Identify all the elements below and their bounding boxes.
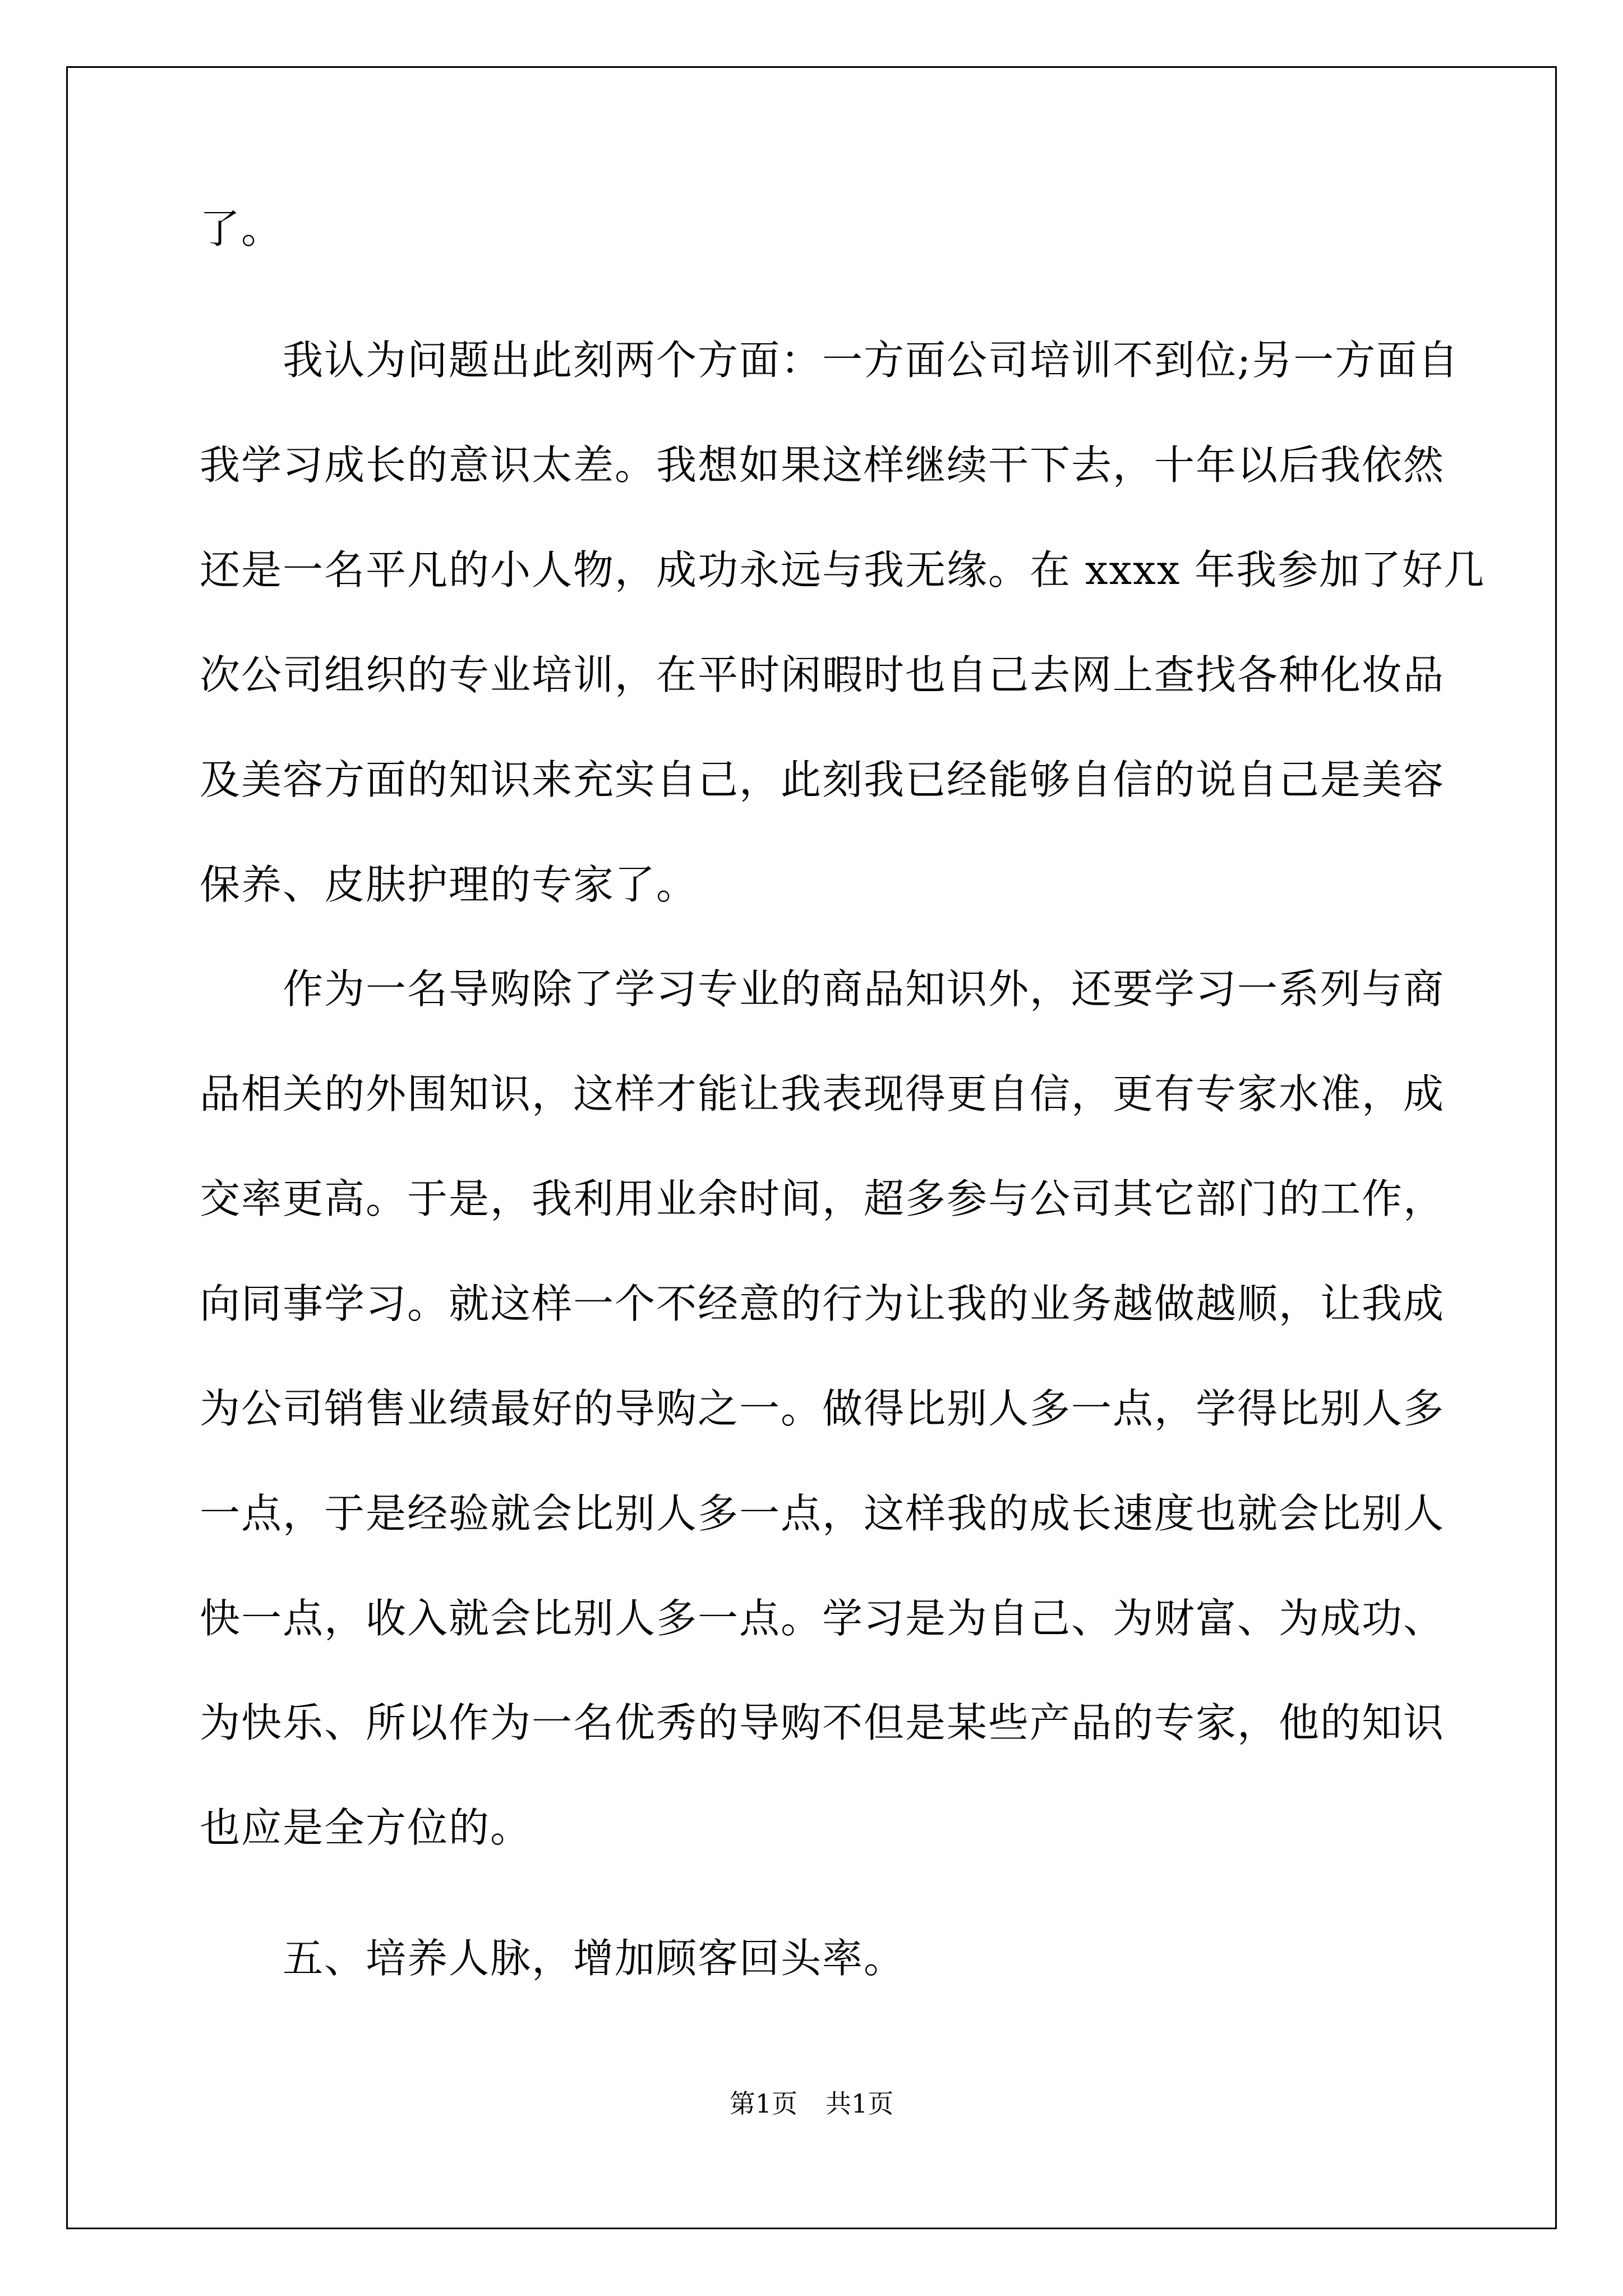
text-line: 为快乐、所以作为一名优秀的导购不但是某些产品的专家，他的知识 (200, 1699, 1445, 1746)
text-line: 为公司销售业绩最好的导购之一。做得比别人多一点，学得比别人多 (200, 1385, 1445, 1432)
text-line: 我学习成长的意识太差。我想如果这样继续干下去，十年以后我依然 (200, 441, 1445, 489)
page-footer (0, 2087, 1623, 2120)
text-line: 也应是全方位的。 (200, 1804, 532, 1851)
text-line: 品相关的外围知识，这样才能让我表现得更自信，更有专家水准，成 (200, 1070, 1445, 1117)
page-number-total: 共1页 (826, 2088, 894, 2119)
paragraph-first-line: 我认为问题出此刻两个方面：一方面公司培训不到位;另一方面自 (283, 337, 1460, 384)
text-line: 向同事学习。就这样一个不经意的行为让我的业务越做越顺，让我成 (200, 1280, 1445, 1327)
text-line: 一点，于是经验就会比别人多一点，这样我的成长速度也就会比别人 (200, 1490, 1445, 1537)
page-number-current: 第1页 (729, 2088, 797, 2119)
text-line: 保养、皮肤护理的专家了。 (200, 861, 698, 908)
text-line: 及美容方面的知识来充实自己，此刻我已经能够自信的说自己是美容 (200, 756, 1445, 803)
paragraph-first-line: 作为一名导购除了学习专业的商品知识外，还要学习一系列与商 (283, 965, 1445, 1013)
text-line: 快一点，收入就会比别人多一点。学习是为自己、为财富、为成功、 (200, 1595, 1445, 1642)
section-heading: 五、培养人脉，增加顾客回头率。 (283, 1935, 906, 1982)
text-line: 还是一名平凡的小人物，成功永远与我无缘。在 xxxx 年我参加了好几 (200, 546, 1486, 593)
text-line: 交率更高。于是，我利用业余时间，超多参与公司其它部门的工作， (200, 1175, 1445, 1222)
text-line: 了。 (200, 205, 283, 252)
text-line: 次公司组织的专业培训，在平时闲暇时也自己去网上查找各种化妆品 (200, 651, 1445, 698)
